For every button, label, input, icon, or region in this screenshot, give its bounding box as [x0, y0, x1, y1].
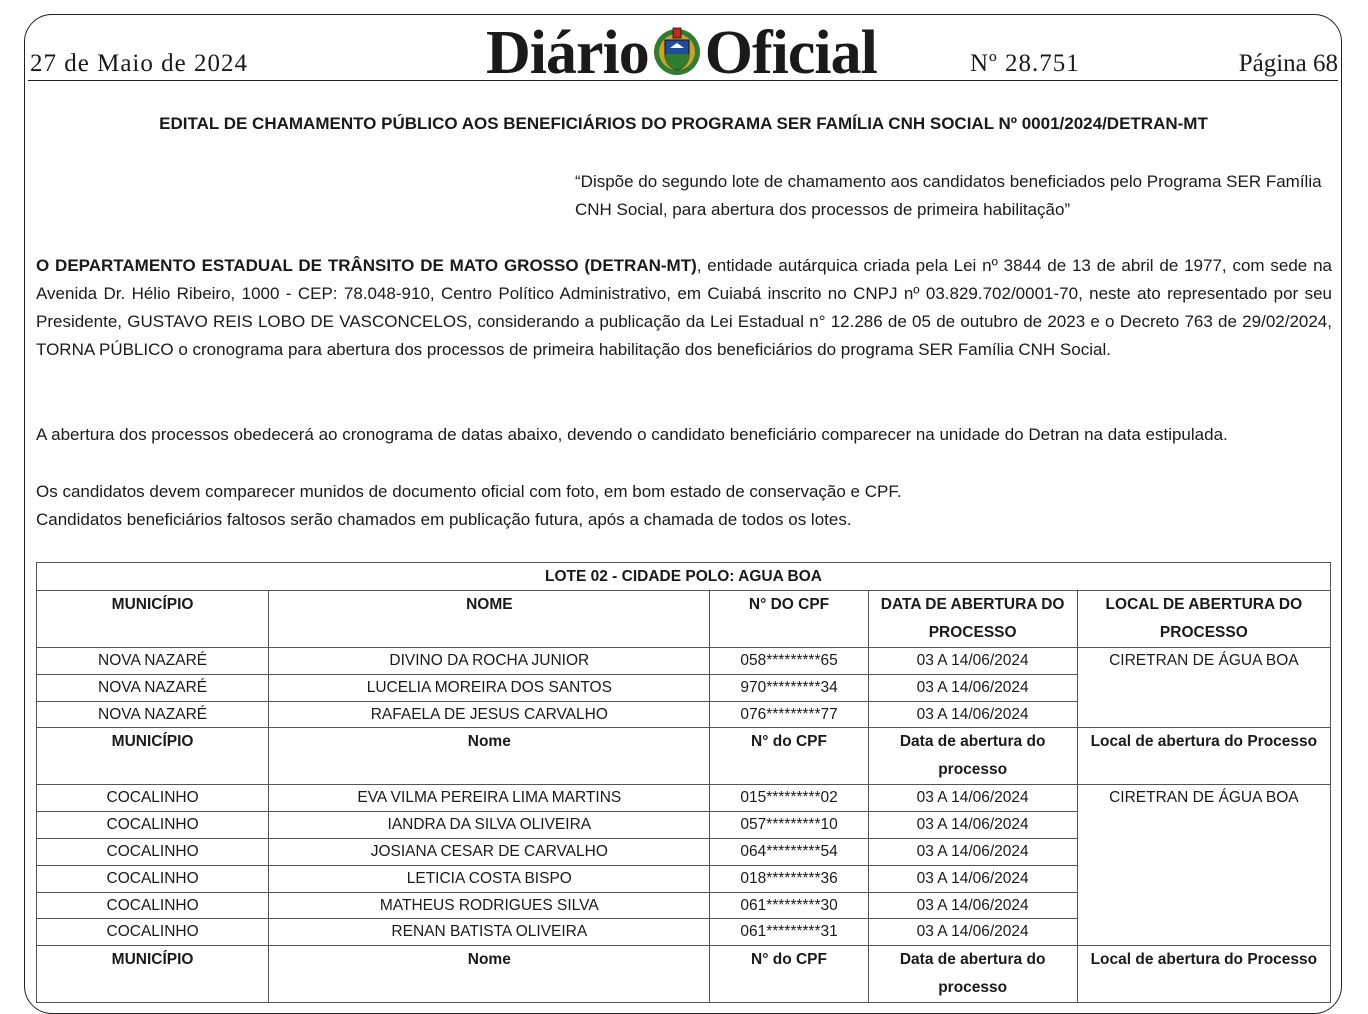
masthead: [28, 14, 1338, 87]
cell-data: 03 A 14/06/2024: [868, 838, 1077, 865]
cell-data: 03 A 14/06/2024: [868, 674, 1077, 701]
cell-nome: LUCELIA MOREIRA DOS SANTOS: [269, 674, 710, 701]
header-nome: Nome: [269, 946, 710, 1003]
header-data: Data de abertura do processo: [868, 728, 1077, 785]
cell-municipio: COCALINHO: [37, 865, 269, 892]
header-nome: NOME: [269, 591, 710, 648]
table-header-row: [37, 728, 1331, 785]
cell-municipio: COCALINHO: [37, 812, 269, 839]
table-caption: LOTE 02 - CIDADE POLO: AGUA BOA: [37, 563, 1331, 591]
cell-municipio: NOVA NAZARÉ: [37, 674, 269, 701]
cell-data: 03 A 14/06/2024: [868, 648, 1077, 675]
cell-data: 03 A 14/06/2024: [868, 919, 1077, 946]
cell-local: CIRETRAN DE ÁGUA BOA: [1077, 785, 1330, 946]
edition-number: Nº 28.751: [970, 50, 1080, 77]
cell-municipio: NOVA NAZARÉ: [37, 648, 269, 675]
header-nome: Nome: [269, 728, 710, 785]
page-number: Página 68: [1238, 50, 1338, 77]
header-cpf: N° do CPF: [710, 946, 868, 1003]
header-cpf: N° do CPF: [710, 728, 868, 785]
cell-municipio: NOVA NAZARÉ: [37, 701, 269, 728]
cell-nome: JOSIANA CESAR DE CARVALHO: [269, 838, 710, 865]
cell-nome: RENAN BATISTA OLIVEIRA: [269, 919, 710, 946]
header-data: Data de abertura do processo: [868, 946, 1077, 1003]
preamble-text: , entidade autárquica criada pela Lei nº 3844 de 13 de abril de 1977, com sede na Avenida Dr. Hélio Ribeiro, 1000 - CEP: 78.048-910, Centro Político Administrativo, em Cuiabá inscrito no CNPJ nº 03.829.702/0001-70, neste ato representado por seu Presidente, GUSTAVO REIS LOBO DE VASCONCELOS, considerando a publicação da Lei Estadual n° 12.286 de 05 de outubro de 2023 e o Decreto 763 de 29/02/2024, TORNA PÚBLICO o cronograma para abertura dos processos de primeira habilitação dos beneficiários do programa SER Família CNH Social.: [36, 256, 1332, 359]
issuing-body: O DEPARTAMENTO ESTADUAL DE TRÂNSITO DE MATO GROSSO (DETRAN-MT): [36, 256, 697, 275]
cell-data: 03 A 14/06/2024: [868, 785, 1077, 812]
mato-grosso-coat-of-arms-icon: [651, 24, 703, 76]
table-row: [37, 648, 1331, 675]
cell-nome: RAFAELA DE JESUS CARVALHO: [269, 701, 710, 728]
header-municipio: MUNICÍPIO: [37, 728, 269, 785]
newspaper-title: [486, 19, 877, 87]
cell-cpf: 057*********10: [710, 812, 868, 839]
header-cpf: N° DO CPF: [710, 591, 868, 648]
instructions-line-2: Candidatos beneficiários faltosos serão chamados em publicação futura, após a chamada de todos os lotes.: [36, 510, 852, 529]
preamble-paragraph: [36, 252, 1332, 364]
cell-cpf: 018*********36: [710, 865, 868, 892]
header-data: DATA DE ABERTURA DO PROCESSO: [868, 591, 1077, 648]
title-word-oficial: Oficial: [704, 19, 877, 87]
cell-cpf: 058*********65: [710, 648, 868, 675]
cell-municipio: COCALINHO: [37, 919, 269, 946]
cell-local: CIRETRAN DE ÁGUA BOA: [1077, 648, 1330, 728]
table-header-row: [37, 946, 1331, 1003]
schedule-paragraph: A abertura dos processos obedecerá ao cronograma de datas abaixo, devendo o candidato beneficiário comparecer na unidade do Detran na data estipulada.: [36, 425, 1228, 444]
cell-data: 03 A 14/06/2024: [868, 812, 1077, 839]
header-local: Local de abertura do Processo: [1077, 728, 1330, 785]
header-municipio: MUNICÍPIO: [37, 946, 269, 1003]
cell-municipio: COCALINHO: [37, 838, 269, 865]
cell-municipio: COCALINHO: [37, 785, 269, 812]
ementa: “Dispõe do segundo lote de chamamento aos candidatos beneficiados pelo Programa SER Família CNH Social, para abertura dos processos de primeira habilitação”: [575, 172, 1322, 219]
publication-date: 27 de Maio de 2024: [30, 50, 248, 77]
cell-cpf: 061*********30: [710, 892, 868, 919]
cell-nome: MATHEUS RODRIGUES SILVA: [269, 892, 710, 919]
cell-data: 03 A 14/06/2024: [868, 892, 1077, 919]
edital-title: EDITAL DE CHAMAMENTO PÚBLICO AOS BENEFICIÁRIOS DO PROGRAMA SER FAMÍLIA CNH SOCIAL Nº 0001/2024/DETRAN-MT: [159, 114, 1208, 133]
header-local: LOCAL DE ABERTURA DO PROCESSO: [1077, 591, 1330, 648]
cell-cpf: 061*********31: [710, 919, 868, 946]
cell-nome: DIVINO DA ROCHA JUNIOR: [269, 648, 710, 675]
cell-municipio: COCALINHO: [37, 892, 269, 919]
cell-data: 03 A 14/06/2024: [868, 701, 1077, 728]
lote-table: [36, 562, 1331, 1003]
header-local: Local de abertura do Processo: [1077, 946, 1330, 1003]
cell-data: 03 A 14/06/2024: [868, 865, 1077, 892]
title-word-diario: Diário: [486, 19, 649, 87]
cell-nome: EVA VILMA PEREIRA LIMA MARTINS: [269, 785, 710, 812]
header-municipio: MUNICÍPIO: [37, 591, 269, 648]
cell-cpf: 076*********77: [710, 701, 868, 728]
instructions-paragraph: [36, 478, 1332, 534]
cell-cpf: 015*********02: [710, 785, 868, 812]
cell-cpf: 970*********34: [710, 674, 868, 701]
instructions-line-1: Os candidatos devem comparecer munidos de documento oficial com foto, em bom estado de conservação e CPF.: [36, 482, 902, 501]
table-header-row: [37, 591, 1331, 648]
table-row: [37, 785, 1331, 812]
cell-nome: LETICIA COSTA BISPO: [269, 865, 710, 892]
cell-nome: IANDRA DA SILVA OLIVEIRA: [269, 812, 710, 839]
cell-cpf: 064*********54: [710, 838, 868, 865]
